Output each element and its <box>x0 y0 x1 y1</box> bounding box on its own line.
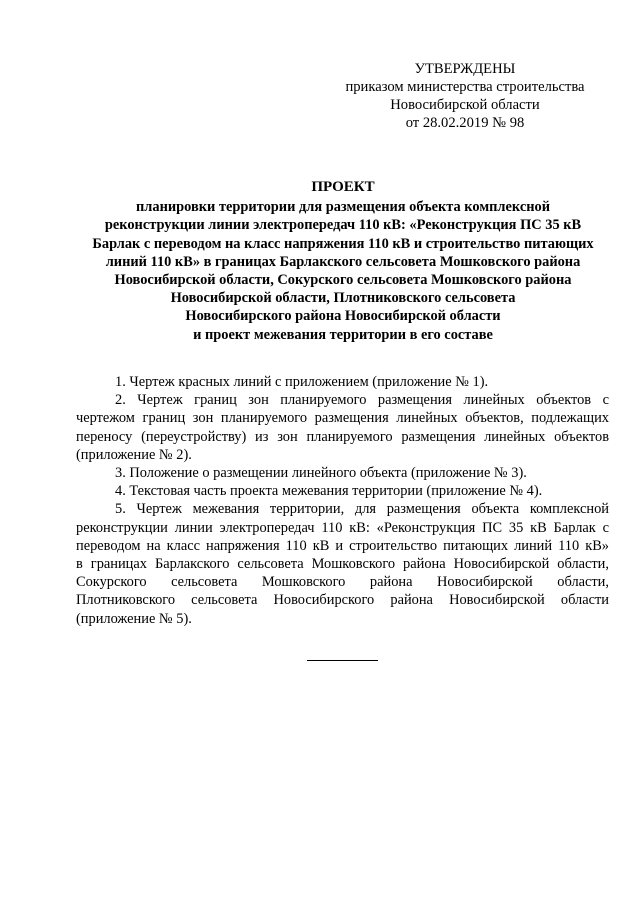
approval-date-line: от 28.02.2019 № 98 <box>405 115 525 131</box>
closing-divider <box>307 660 378 661</box>
list-item <box>76 500 609 627</box>
title-line: реконструкции линии электропередач 110 кВ: «Реконструкция ПС 35 кВ <box>104 217 582 234</box>
approval-stamp <box>345 60 585 132</box>
list-item <box>76 373 609 391</box>
list-item-line: реконструкции линии электропередач 110 кВ: «Реконструкция ПС 35 кВ Барлак с <box>76 519 609 536</box>
list-item-line: переносу (переустройству) из зон планируемого размещения линейных объектов <box>76 428 609 445</box>
title-heading: ПРОЕКТ <box>311 179 375 195</box>
title-line: и проект межевания территории в его составе <box>193 326 493 343</box>
title-line: Новосибирского района Новосибирской области <box>185 308 501 325</box>
title-line: Новосибирской области, Сокурского сельсовета Мошковского района <box>114 272 572 289</box>
list-item-line: 4. Текстовая часть проекта межевания территории (приложение № 4). <box>115 483 543 500</box>
list-item-line: 5. Чертеж межевания территории, для размещения объекта комплексной <box>115 501 609 518</box>
approval-region-line: Новосибирской области <box>390 97 540 113</box>
list-item-line: чертежом границ зон планируемого размещения линейных объектов, подлежащих <box>76 410 609 427</box>
title-line: Барлак с переводом на класс напряжения 110 кВ и строительство питающих <box>92 235 594 252</box>
list-item <box>76 482 609 500</box>
list-item-line: Плотниковского сельсовета Новосибирского района Новосибирской области <box>76 592 609 609</box>
list-item <box>76 464 609 482</box>
approval-order-line: приказом министерства строительства <box>345 79 585 95</box>
approval-title: УТВЕРЖДЕНЫ <box>414 61 516 77</box>
list-item-line: 3. Положение о размещении линейного объекта (приложение № 3). <box>115 465 527 482</box>
list-item-line: переводом на класс напряжения 110 кВ и строительство питающих линий 110 кВ» <box>76 537 609 554</box>
list-item-line: в границах Барлакского сельсовета Мошковского района Новосибирской области, <box>76 556 609 573</box>
list-item-line: (приложение № 5). <box>76 610 192 627</box>
title-line: Новосибирской области, Плотниковского сельсовета <box>170 290 516 307</box>
title-line: планировки территории для размещения объекта комплексной <box>136 199 550 216</box>
list-item-line: 2. Чертеж границ зон планируемого размещения линейных объектов с <box>115 392 609 409</box>
list-item-line: 1. Чертеж красных линий с приложением (приложение № 1). <box>115 374 489 390</box>
list-item-line: Сокурского сельсовета Мошковского района Новосибирской области, <box>76 574 609 591</box>
appendix-list <box>76 373 609 628</box>
list-item-line: (приложение № 2). <box>76 446 192 463</box>
title-line: линий 110 кВ» в границах Барлакского сельсовета Мошковского района <box>105 253 581 270</box>
document-title <box>72 178 614 344</box>
list-item <box>76 391 609 464</box>
